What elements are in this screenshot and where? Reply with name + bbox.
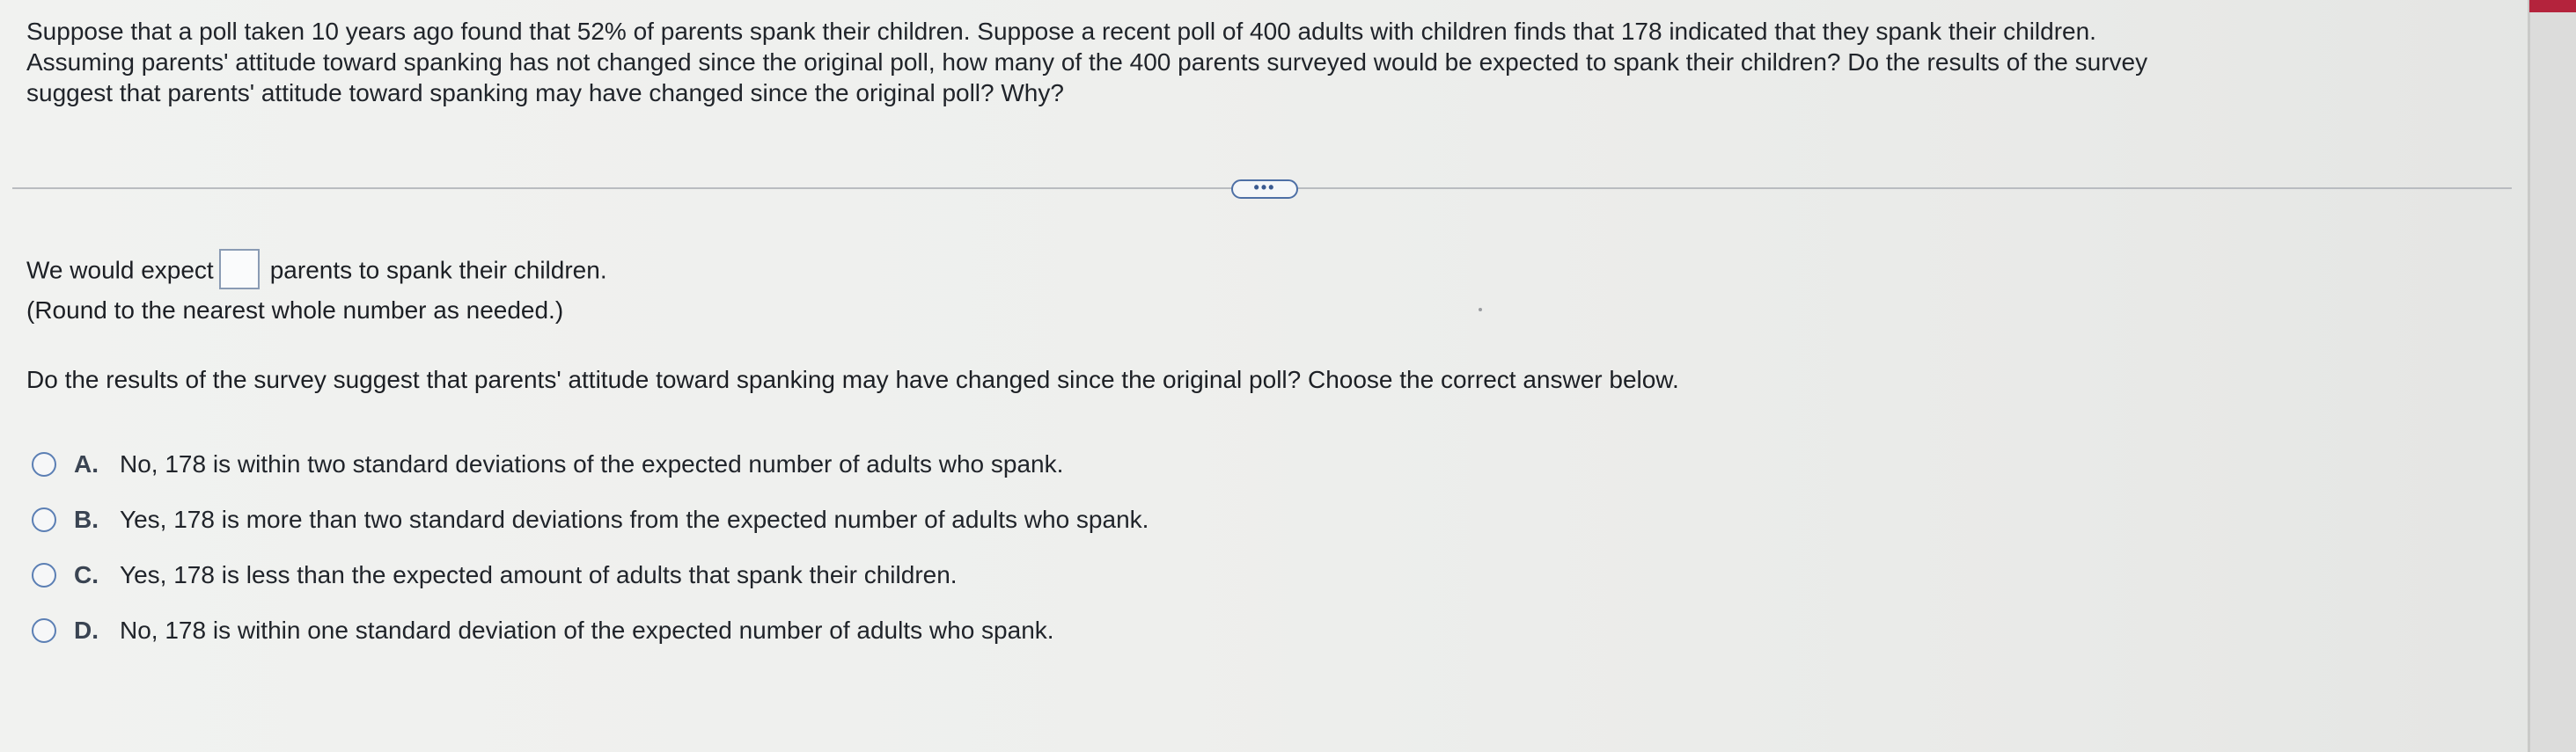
option-text[interactable]: Yes, 178 is less than the expected amount of adults that spank their children. [120, 561, 958, 588]
sub-question-text: Do the results of the survey suggest that parents' attitude toward spanking may have changed since the original poll? Choose the correct answer below. [26, 366, 1679, 393]
radio-button-icon[interactable] [32, 563, 56, 588]
window-edge [2528, 0, 2576, 752]
question-line-1: Suppose that a poll taken 10 years ago found that 52% of parents spank their children. Suppose a recent poll of 400 adults with children finds that 178 indicated that they spank their children. [26, 18, 2096, 45]
answer-suffix: parents to spank their children. [269, 256, 607, 284]
option-d[interactable] [32, 615, 1149, 670]
radio-button-icon[interactable] [32, 507, 56, 532]
option-text[interactable]: No, 178 is within one standard deviation of the expected number of adults who spank. [120, 617, 1054, 644]
stray-dot [1479, 308, 1482, 311]
radio-button-icon[interactable] [32, 452, 56, 477]
option-letter: C. [74, 561, 99, 588]
expected-count-input[interactable] [219, 249, 260, 289]
question-text [26, 16, 2508, 108]
header-accent-strip [2529, 0, 2576, 12]
option-b[interactable] [32, 504, 1149, 559]
question-line-2: Assuming parents' attitude toward spanking has not changed since the original poll, how many of the 400 parents surveyed would be expected to spank their children? Do the results of the survey [26, 48, 2148, 76]
answer-sentence [26, 252, 607, 292]
option-letter: B. [74, 506, 99, 533]
expand-more-button[interactable]: ••• [1231, 179, 1298, 199]
rounding-hint: (Round to the nearest whole number as needed.) [26, 296, 564, 324]
answer-options [32, 449, 1149, 670]
option-letter: D. [74, 617, 99, 644]
option-text[interactable]: No, 178 is within two standard deviations of the expected number of adults who spank. [120, 450, 1064, 478]
radio-button-icon[interactable] [32, 618, 56, 643]
answer-prefix: We would expect [26, 256, 214, 284]
option-c[interactable] [32, 559, 1149, 615]
option-text[interactable]: Yes, 178 is more than two standard deviations from the expected number of adults who spank. [120, 506, 1149, 533]
option-a[interactable] [32, 449, 1149, 504]
option-letter: A. [74, 450, 99, 478]
question-line-3: suggest that parents' attitude toward spanking may have changed since the original poll? Why? [26, 79, 1064, 106]
